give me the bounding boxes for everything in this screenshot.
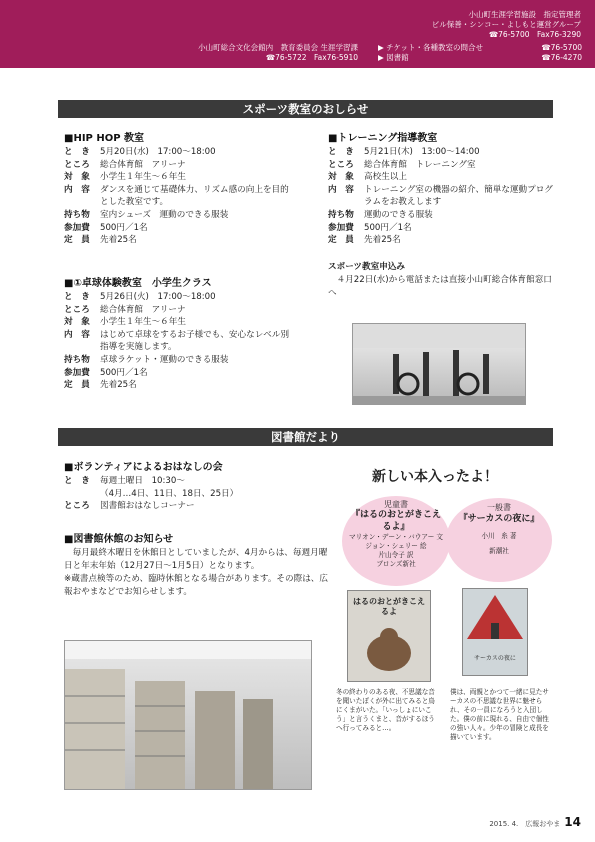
closure-text: 毎月最終木曜日を休館日としていましたが、4月からは、毎週月曜日と年末年始（12月27日～1月5日）となります。 [64,548,328,571]
info-row [64,316,294,329]
book-1-credit: マリオン・デーン・バウアー 文 [348,533,443,541]
info-value: 500円／1名 [100,222,148,233]
info-row [328,171,553,184]
info-key: 対 象 [64,172,90,183]
book-1-desc: 冬の終わりのある夜、不思議な音を聞いたぼくが外に出てみると鳥にくまがいた。「いっしょにいこう」と言うくまと、音がするほうへ行ってみると…。 [336,688,435,732]
info-row [64,209,294,222]
info-key: 内 容 [64,184,90,195]
info-row [328,159,553,172]
info-key: と き [64,147,90,157]
info-key: 内 容 [328,184,354,195]
info-row [328,184,553,209]
info-row [64,159,294,172]
info-key: 対 象 [328,172,354,183]
hiphop-title: ■HIP HOP 教室 [64,133,145,144]
info-value: 総合体育館 アリーナ [100,304,186,315]
book-2-credit: 小川 糸 著 [481,532,517,540]
book-1-credit: ブロンズ新社 [376,560,416,568]
info-table [328,146,553,247]
info-value: 500円／1名 [100,367,148,378]
info-row [64,234,294,247]
info-key: ところ [64,501,90,512]
book-2-cover [462,588,528,676]
info-value: 小学生１年生～６年生 [100,317,186,328]
info-row [64,354,294,367]
info-value: 先着25名 [100,380,137,391]
closure-title: ■図書館休館のお知らせ [64,534,174,545]
book-2-desc: 僕は、両親とかつて一緒に見たサーカスの不思議な世界に魅せられ、その一員になろうと入団した。僕の前に現れる、自由で個性の強い人々。少年の冒険と成長を描いています。 [450,688,549,741]
info-value: はじめて卓球をするお子様でも、安心なレベル別指導を実施します。 [100,329,290,353]
info-value: 小学生１年生～６年生 [100,172,186,183]
info-row [64,304,294,317]
info-value: 先着25名 [364,235,401,246]
volunteer-title: ■ボランティアによるおはなしの会 [64,462,223,473]
contact-label: ▶ 図書館 [378,53,409,62]
book-1-cover-title: はるのおとがきこえるよ [353,597,425,616]
page-number: 14 [564,815,581,829]
info-row [64,379,294,392]
info-row [64,367,294,380]
info-key: と き [64,476,90,486]
book-2-credit: 新潮社 [489,547,509,555]
contact-row [378,53,582,63]
header-line: ☎76-5700 Fax76-3290 [488,30,581,39]
contact-tel: ☎76-5700 [541,43,582,52]
info-row [328,146,553,159]
info-row [64,171,294,184]
info-row [328,222,553,235]
info-value: 総合体育館 トレーニング室 [364,159,476,170]
new-books-heading: 新しい本入ったよ！ [372,469,498,485]
book-1-credit: ジョン・シェリー 絵 [365,542,427,550]
header-line: ☎76-5722 Fax76-5910 [265,53,358,62]
book-1-title: 『はるのおとがきこえるよ』 [350,510,441,532]
info-row [64,184,294,209]
header-line: 小山町総合文化会館内 教育委員会 生涯学習課 [198,43,358,52]
section-title-library: 図書館だより [58,428,553,446]
volunteer-block [64,461,334,513]
info-value: 総合体育館 アリーナ [100,159,186,170]
training-block [328,132,553,300]
info-value: 5月20日(水) 17:00～18:00 [100,147,216,157]
info-key: 参加費 [328,222,354,233]
info-value: 室内シューズ 運動のできる服装 [100,209,229,220]
info-table [64,291,294,392]
training-room-photo [352,323,526,405]
info-key: ところ [328,159,354,170]
info-row [328,234,553,247]
book-1-cover [347,590,431,682]
info-key: ところ [64,304,90,315]
info-row [64,146,294,159]
hiphop-block [64,132,294,247]
info-value: 5月26日(火) 17:00～18:00 [100,292,216,302]
info-key: 参加費 [64,367,90,378]
apply-title: スポーツ教室申込み [328,261,406,272]
info-key: 参加費 [64,222,90,233]
gym-machines-image [353,324,525,404]
info-value: 5月21日(木) 13:00～14:00 [364,147,480,157]
info-value: 卓球ラケット・運動のできる服装 [100,354,229,365]
info-key: ところ [64,159,90,170]
book-1-info [342,500,450,569]
info-key: 持ち物 [64,209,90,220]
closure-note: ※蔵書点検等のため、臨時休館となる場合があります。その際は、広報おやまなどでお知らせします。 [64,574,328,597]
info-row [64,329,294,354]
info-key: 定 員 [328,235,354,246]
header-left [148,43,358,63]
contact-row [378,43,582,53]
info-key: 対 象 [64,317,90,328]
info-value: ダンスを通じて基礎体力、リズム感の向上を目的とした教室です。 [100,184,289,208]
apply-text: ４月22日(水)から電話または直接小山町総合体育館窓口へ [328,274,552,298]
library-photo [64,640,312,790]
info-key: 持ち物 [64,354,90,365]
tabletennis-block [64,277,294,392]
book-2-category: 一般書 [487,503,511,512]
header-line: 小山町生涯学習施設 指定管理者 [468,10,581,19]
info-key: 内 容 [64,329,90,340]
issue-label: 2015. 4. 広報おやま [489,820,561,828]
info-key: 持ち物 [328,209,354,220]
info-value: 高校生以上 [364,172,407,183]
header-right [432,10,581,40]
book-1-category: 児童書 [384,500,408,509]
info-row [64,475,334,488]
header-line: ビル保善・シンコー・よしもと運営グループ [431,20,581,29]
header-contacts [378,43,582,63]
info-key: 定 員 [64,235,90,246]
closure-block [64,533,334,599]
info-row [328,209,553,222]
info-row [64,500,334,513]
book-2-info [446,503,552,556]
bookshelves-image [65,641,311,789]
training-title: ■トレーニング指導教室 [328,133,438,144]
info-value: 図書館おはなしコーナー [100,501,195,512]
info-key [64,488,100,501]
info-value: トレーニング室の機器の紹介、簡単な運動プログラムをお教えします [364,184,553,208]
book-2-cover-title: サーカスの夜に [474,655,516,662]
info-table [64,475,334,513]
book-1-credit: 片山令子 訳 [378,551,414,559]
info-row [64,488,334,501]
info-key: 定 員 [64,380,90,391]
section-title-sports: スポーツ教室のおしらせ [58,100,553,118]
tabletennis-title: ■①卓球体験教室 小学生クラス [64,278,212,289]
info-value: 運動のできる服装 [364,209,433,220]
contact-tel: ☎76-4270 [541,53,582,62]
info-value: 500円／1名 [364,222,412,233]
page-footer [489,815,581,829]
info-key: と き [328,147,354,157]
info-key: と き [64,292,90,302]
book-2-title: 『サーカスの夜に』 [458,514,540,524]
header-band [0,0,595,68]
info-table [64,146,294,247]
info-value: 毎週土曜日 10:30～ [100,476,185,486]
info-value: （4月…4日、11日、18日、25日） [100,488,239,499]
bear-illustration-icon [348,623,430,673]
circus-tent-icon [463,589,527,649]
info-value: 先着25名 [100,235,137,246]
info-row [64,291,294,304]
contact-label: ▶ チケット・各種教室の問合せ [378,43,483,52]
info-row [64,222,294,235]
